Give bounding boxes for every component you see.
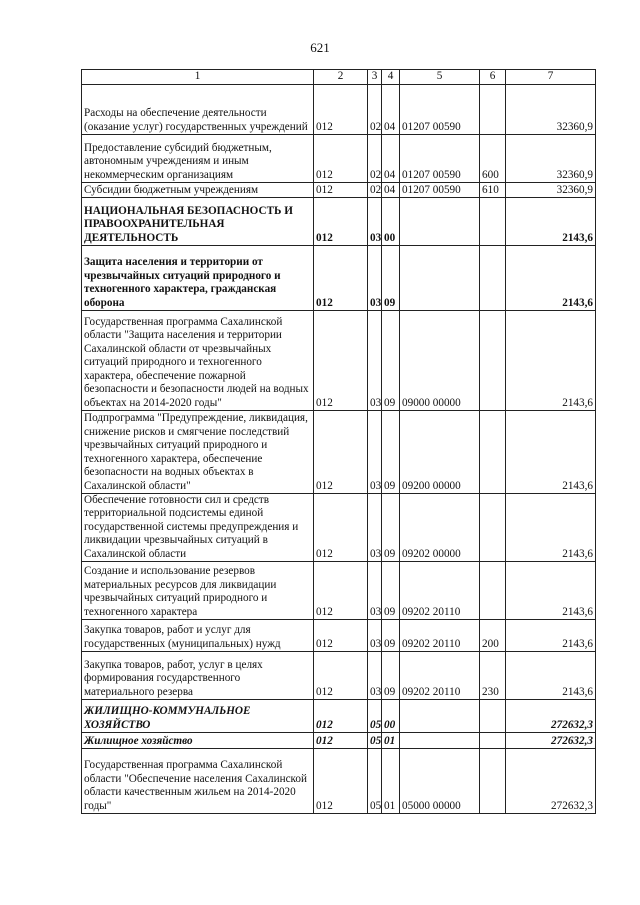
amount-cell: 272632,3 (506, 700, 596, 733)
ministry-code-cell: 012 (314, 311, 368, 411)
section-code-cell: 03 (368, 620, 382, 652)
section-code-cell: 03 (368, 652, 382, 700)
row-name-cell: Подпрограмма "Предупреждение, ликвидация, снижение рисков и смягчение последствий чрезвычайных ситуаций природного и техногенного характера, обеспечение безопасности на водных объектах в Сахалинской области" (82, 411, 314, 494)
target-article-code-cell: 09000 00000 (400, 311, 480, 411)
header-cell: 6 (480, 70, 506, 85)
section-code-cell: 02 (368, 135, 382, 183)
section-code-cell: 02 (368, 85, 382, 135)
ministry-code-cell: 012 (314, 749, 368, 814)
amount-cell: 32360,9 (506, 135, 596, 183)
amount-cell: 2143,6 (506, 562, 596, 620)
row-name-cell: Предоставление субсидий бюджетным, автономным учреждениям и иным некоммерческим организациям (82, 135, 314, 183)
subsection-code-cell: 09 (382, 620, 400, 652)
amount-cell: 2143,6 (506, 198, 596, 246)
page-number: 621 (310, 40, 330, 55)
target-article-code-cell (400, 700, 480, 733)
target-article-code-cell: 09202 20110 (400, 562, 480, 620)
amount-cell: 2143,6 (506, 246, 596, 311)
expense-type-code-cell (480, 85, 506, 135)
ministry-code-cell: 012 (314, 198, 368, 246)
target-article-code-cell: 09202 00000 (400, 494, 480, 562)
target-article-code-cell: 01207 00590 (400, 85, 480, 135)
table-row (82, 562, 596, 620)
ministry-code-cell: 012 (314, 700, 368, 733)
amount-cell: 2143,6 (506, 494, 596, 562)
amount-cell: 2143,6 (506, 411, 596, 494)
subsection-code-cell: 09 (382, 652, 400, 700)
amount-cell: 272632,3 (506, 733, 596, 749)
expense-type-code-cell (480, 494, 506, 562)
section-code-cell: 03 (368, 311, 382, 411)
row-name-cell: Закупка товаров, работ и услуг для государственных (муниципальных) нужд (82, 620, 314, 652)
row-name-cell: НАЦИОНАЛЬНАЯ БЕЗОПАСНОСТЬ И ПРАВООХРАНИТЕЛЬНАЯ ДЕЯТЕЛЬНОСТЬ (82, 198, 314, 246)
row-name-cell: Субсидии бюджетным учреждениям (82, 183, 314, 198)
header-cell: 5 (400, 70, 480, 85)
row-name-cell: Обеспечение готовности сил и средств территориальной подсистемы единой государственной системы предупреждения и ликвидации чрезвычайных ситуаций в Сахалинской области (82, 494, 314, 562)
target-article-code-cell: 05000 00000 (400, 749, 480, 814)
target-article-code-cell: 09202 20110 (400, 620, 480, 652)
budget-table (81, 69, 596, 814)
subsection-code-cell: 09 (382, 411, 400, 494)
amount-cell: 2143,6 (506, 311, 596, 411)
subsection-code-cell: 09 (382, 311, 400, 411)
row-name-cell: Закупка товаров, работ, услуг в целях формирования государственного материального резерва (82, 652, 314, 700)
table-row (82, 620, 596, 652)
table-row (82, 311, 596, 411)
target-article-code-cell: 09202 20110 (400, 652, 480, 700)
ministry-code-cell: 012 (314, 562, 368, 620)
amount-cell: 2143,6 (506, 652, 596, 700)
subsection-code-cell: 04 (382, 183, 400, 198)
table-row (82, 183, 596, 198)
expense-type-code-cell (480, 198, 506, 246)
table-row (82, 198, 596, 246)
expense-type-code-cell (480, 733, 506, 749)
expense-type-code-cell (480, 411, 506, 494)
amount-cell: 2143,6 (506, 620, 596, 652)
ministry-code-cell: 012 (314, 652, 368, 700)
section-code-cell: 03 (368, 411, 382, 494)
expense-type-code-cell (480, 311, 506, 411)
table-row (82, 700, 596, 733)
table-row (82, 85, 596, 135)
ministry-code-cell: 012 (314, 85, 368, 135)
row-name-cell: Государственная программа Сахалинской области "Защита населения и территории Сахалинской области от чрезвычайных ситуаций природного и техногенного характера, обеспечение пожарной безопасности и безопасности людей на водных объектах на 2014-2020 годы" (82, 311, 314, 411)
ministry-code-cell: 012 (314, 733, 368, 749)
ministry-code-cell: 012 (314, 620, 368, 652)
expense-type-code-cell: 200 (480, 620, 506, 652)
row-name-cell: Создание и использование резервов материальных ресурсов для ликвидации чрезвычайных ситуаций природного и техногенного характера (82, 562, 314, 620)
row-name-cell: ЖИЛИЩНО-КОММУНАЛЬНОЕ ХОЗЯЙСТВО (82, 700, 314, 733)
ministry-code-cell: 012 (314, 411, 368, 494)
expense-type-code-cell (480, 700, 506, 733)
header-cell: 3 (368, 70, 382, 85)
row-name-cell: Расходы на обеспечение деятельности (оказание услуг) государственных учреждений (82, 85, 314, 135)
table-row (82, 246, 596, 311)
subsection-code-cell: 01 (382, 733, 400, 749)
section-code-cell: 05 (368, 700, 382, 733)
section-code-cell: 05 (368, 749, 382, 814)
header-cell: 4 (382, 70, 400, 85)
expense-type-code-cell: 230 (480, 652, 506, 700)
subsection-code-cell: 09 (382, 246, 400, 311)
expense-type-code-cell (480, 246, 506, 311)
subsection-code-cell: 09 (382, 562, 400, 620)
header-cell: 1 (82, 70, 314, 85)
amount-cell: 32360,9 (506, 85, 596, 135)
target-article-code-cell: 01207 00590 (400, 135, 480, 183)
row-name-cell: Защита населения и территории от чрезвычайных ситуаций природного и техногенного характера, гражданская оборона (82, 246, 314, 311)
section-code-cell: 03 (368, 494, 382, 562)
section-code-cell: 02 (368, 183, 382, 198)
section-code-cell: 05 (368, 733, 382, 749)
expense-type-code-cell: 610 (480, 183, 506, 198)
subsection-code-cell: 00 (382, 700, 400, 733)
target-article-code-cell: 09200 00000 (400, 411, 480, 494)
subsection-code-cell: 04 (382, 135, 400, 183)
subsection-code-cell: 09 (382, 494, 400, 562)
target-article-code-cell: 01207 00590 (400, 183, 480, 198)
table-row (82, 135, 596, 183)
row-name-cell: Жилищное хозяйство (82, 733, 314, 749)
ministry-code-cell: 012 (314, 494, 368, 562)
ministry-code-cell: 012 (314, 246, 368, 311)
ministry-code-cell: 012 (314, 183, 368, 198)
header-cell: 2 (314, 70, 368, 85)
section-code-cell: 03 (368, 562, 382, 620)
subsection-code-cell: 01 (382, 749, 400, 814)
table-row (82, 733, 596, 749)
expense-type-code-cell (480, 749, 506, 814)
amount-cell: 32360,9 (506, 183, 596, 198)
target-article-code-cell (400, 198, 480, 246)
expense-type-code-cell: 600 (480, 135, 506, 183)
header-cell: 7 (506, 70, 596, 85)
subsection-code-cell: 00 (382, 198, 400, 246)
target-article-code-cell (400, 733, 480, 749)
table-row (82, 749, 596, 814)
section-code-cell: 03 (368, 198, 382, 246)
expense-type-code-cell (480, 562, 506, 620)
subsection-code-cell: 04 (382, 85, 400, 135)
amount-cell: 272632,3 (506, 749, 596, 814)
ministry-code-cell: 012 (314, 135, 368, 183)
section-code-cell: 03 (368, 246, 382, 311)
table-row (82, 652, 596, 700)
target-article-code-cell (400, 246, 480, 311)
table-row (82, 494, 596, 562)
row-name-cell: Государственная программа Сахалинской области "Обеспечение населения Сахалинской области качественным жильем на 2014-2020 годы" (82, 749, 314, 814)
table-row (82, 411, 596, 494)
table-header-row (82, 70, 596, 85)
